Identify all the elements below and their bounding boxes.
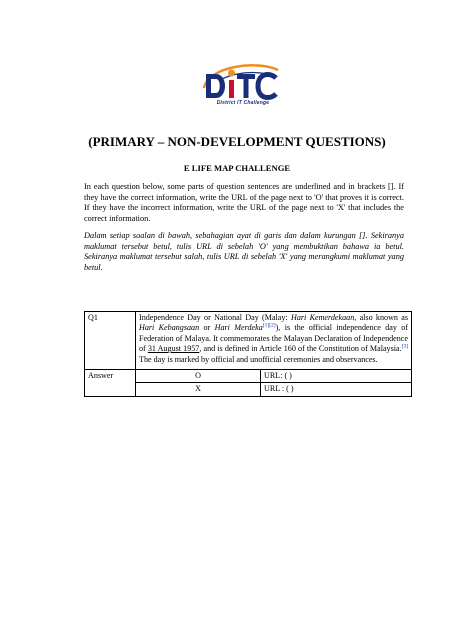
question-text [136, 312, 412, 370]
question-table [84, 311, 412, 397]
answer-mark-o: O [136, 370, 261, 383]
answer-label: Answer [85, 370, 136, 397]
ditc-logo-graphic [198, 58, 284, 104]
question-seg8: , and is defined in Article 160 of the Constitution of Malaysia. [199, 344, 402, 354]
question-seg2: Hari Kemerdekaan [291, 313, 355, 322]
question-seg5: or [199, 323, 215, 333]
question-seg6: Hari Merdeka [214, 323, 263, 333]
question-underlined-date: 31 August 1957 [147, 344, 200, 354]
page-title: (PRIMARY – NON-DEVELOPMENT QUESTIONS) [88, 134, 386, 149]
reference-link-3[interactable]: [3] [401, 343, 409, 350]
page-subtitle: E LIFE MAP CHALLENGE [183, 163, 291, 173]
answer-row-o [85, 370, 412, 383]
question-number: Q1 [85, 312, 136, 370]
question-seg7: ), is the official independence day of Federation of Malaya. It commemorates the Malayan Declaration of Independence of [139, 323, 408, 354]
answer-mark-x: X [136, 383, 261, 396]
question-seg1: Independence Day or National Day (Malay: [139, 313, 291, 322]
question-seg9: The day is marked by official and unofficial ceremonies and observances. [139, 354, 378, 364]
logo-caption: District IT Challenge [216, 100, 270, 106]
instructions-malay: Dalam setiap soalan di bawah, sebahagian ayat di garis dan dalam kurungan []. Sekiranya maklumat tersebut betul, tulis URL di sebelah 'O' yang membuktikan bahawa ia betul. Sekiranya maklumat tersebut salah, tulis URL di sebelah 'X' yang merangkumi maklumat yang betul. [84, 231, 404, 272]
question-seg3: , also known as [354, 313, 409, 322]
question-row [85, 312, 412, 370]
reference-link-1-2[interactable]: [1][2] [262, 322, 276, 329]
question-seg4: Hari Kebangsaan [139, 323, 200, 333]
instructions-english: In each question below, some parts of question sentences are underlined and in brackets []. If they have the correct information, write the URL of the page next to 'O' that proves it is correct. If they have the incorrect information, write the URL of the page next to 'X' that includes the correct information. [84, 182, 404, 223]
answer-url-x[interactable]: URL : ( ) [261, 383, 412, 396]
answer-url-o[interactable]: URL: ( ) [261, 370, 412, 383]
